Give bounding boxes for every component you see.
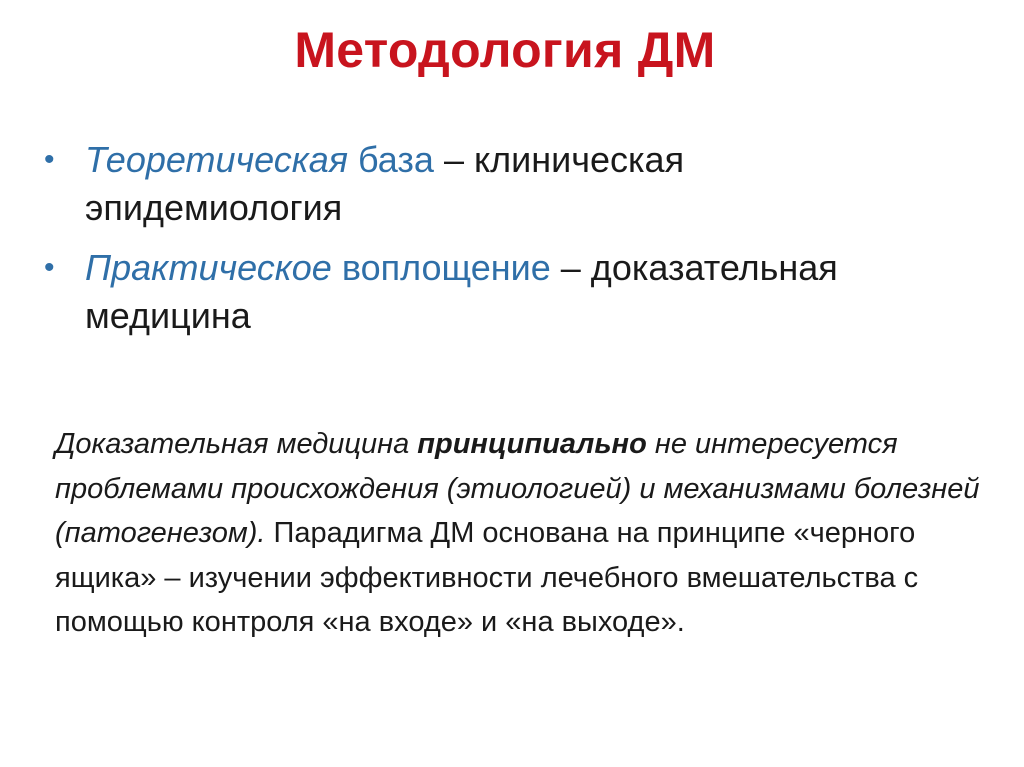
- slide-title: Методология ДМ: [294, 22, 716, 78]
- bullet-term-italic: Практическое: [85, 247, 332, 288]
- bullet-term-italic: Теоретическая: [85, 139, 348, 180]
- paragraph-italic-start: Доказательная медицина: [55, 428, 418, 460]
- bullet-list: [40, 136, 1000, 352]
- bullet-item-theoretical-base: [40, 136, 1000, 232]
- bullet-rest-line1: – доказательная: [550, 247, 838, 288]
- paragraph-emphasis: принципиально: [417, 428, 647, 460]
- bullet-term-regular: воплощение: [341, 247, 551, 288]
- bullet-dot-icon: •: [44, 143, 55, 176]
- paragraph-normal-text: Парадигма ДМ основана на принципе «черного ящика» – изучении эффективности лечебного вмешательства с помощью контроля «на входе» и «на выходе».: [55, 517, 919, 638]
- bullet-rest-line1: – клиническая: [433, 139, 685, 180]
- bullet-rest-line2: медицина: [85, 295, 251, 336]
- bullet-term-regular: база: [358, 139, 434, 180]
- explanation-paragraph: [55, 422, 1005, 645]
- paragraph-italic-end: не интересуется проблемами происхождения (этиологией) и механизмами болезней (патогенезом).: [55, 428, 980, 549]
- bullet-dot-icon: •: [44, 251, 55, 284]
- bullet-rest-line2: эпидемиология: [85, 187, 343, 228]
- bullet-item-practical-implementation: [40, 244, 1000, 340]
